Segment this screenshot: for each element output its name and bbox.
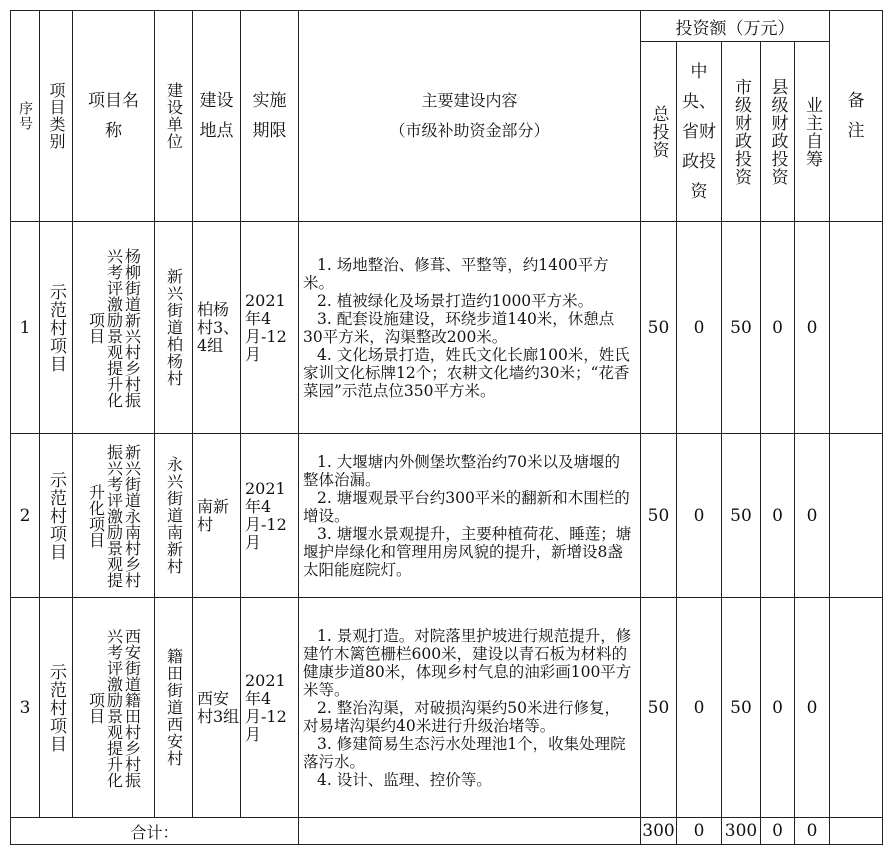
row-owner: 0	[795, 434, 830, 598]
investment-table	[10, 10, 883, 845]
row-index: 2	[11, 434, 40, 598]
header-name: 项目名称	[73, 11, 155, 222]
header-period: 实施期限	[241, 11, 299, 222]
row-period: 2021年4月-12月	[241, 434, 299, 598]
totals-total: 300	[641, 818, 677, 845]
table-row	[11, 598, 883, 818]
totals-row	[11, 818, 883, 845]
row-owner: 0	[795, 598, 830, 818]
content-line: 4. 文化场景打造，姓氏文化长廊100米，姓氏家训文化标牌12个；农耕文化墙约30米；“花香菜园”示范点位350平方米。	[303, 345, 630, 400]
content-line: 3. 配套设施建设，环绕步道140米，休憩点30平方米，沟渠整改200米。	[303, 309, 615, 346]
row-index: 3	[11, 598, 40, 818]
row-type: 示范村项目	[40, 598, 73, 818]
row-type: 示范村项目	[40, 222, 73, 434]
header-unit: 建设单位	[155, 11, 193, 222]
row-total: 50	[641, 434, 677, 598]
totals-remark	[830, 818, 883, 845]
row-content	[299, 222, 641, 434]
row-remark	[830, 598, 883, 818]
row-name: 西安街道籍田村乡村振兴考评激励景观提升化项目	[73, 598, 155, 818]
totals-content-blank	[299, 818, 641, 845]
table-row	[11, 222, 883, 434]
content-line: 3. 修建简易生态污水处理池1个，收集处理院落污水。	[303, 734, 626, 771]
row-total: 50	[641, 598, 677, 818]
row-total: 50	[641, 222, 677, 434]
header-index: 序号	[11, 11, 40, 222]
row-central: 0	[677, 222, 722, 434]
header-type: 项目类别	[40, 11, 73, 222]
row-county: 0	[761, 598, 795, 818]
content-line: 2. 整治沟渠，对破损沟渠约50米进行修复，对易堵沟渠约40米进行升级治堵等。	[303, 698, 620, 735]
header-central: 中央、省财政投资	[677, 42, 722, 222]
totals-city: 300	[722, 818, 761, 845]
row-location: 南新村	[193, 434, 241, 598]
header-investment: 投资额（万元）	[641, 11, 830, 42]
row-unit: 新兴街道柏杨村	[155, 222, 193, 434]
row-unit: 永兴街道南新村	[155, 434, 193, 598]
content-line: 1. 景观打造。对院落里护坡进行规范提升，修建竹木篱笆栅栏600米，建设以青石板为材料的健康步道80米，体现乡村气息的油彩画100平方米等。	[303, 626, 632, 699]
header-owner: 业主自筹	[795, 42, 830, 222]
row-unit: 籍田街道西安村	[155, 598, 193, 818]
row-index: 1	[11, 222, 40, 434]
row-period: 2021年4月-12月	[241, 598, 299, 818]
row-county: 0	[761, 222, 795, 434]
totals-owner: 0	[795, 818, 830, 845]
header-location: 建设地点	[193, 11, 241, 222]
row-content	[299, 598, 641, 818]
header-content-subtitle: （市级补助资金部分）	[389, 121, 550, 140]
row-name: 杨柳街道新兴村乡村振兴考评激励景观提升化项目	[73, 222, 155, 434]
row-location: 西安村3组	[193, 598, 241, 818]
header-remark: 备注	[830, 11, 883, 222]
header-city: 市级财政投资	[722, 42, 761, 222]
row-central: 0	[677, 598, 722, 818]
row-name: 新兴街道永南村乡村振兴考评激励景观提升化项目	[73, 434, 155, 598]
row-city: 50	[722, 598, 761, 818]
content-line: 1. 场地整治、修葺、平整等，约1400平方米。	[303, 255, 609, 292]
content-line: 2. 植被绿化及场景打造约1000平方米。	[317, 291, 594, 310]
header-content-title: 主要建设内容	[421, 91, 518, 110]
content-line: 3. 塘堰水景观提升，主要种植荷花、睡莲；塘堰护岸绿化和管理用房风貌的提升，新增设8盏太阳能庭院灯。	[303, 524, 632, 579]
header-total: 总投资	[641, 42, 677, 222]
header-row-1	[11, 11, 883, 42]
row-remark	[830, 434, 883, 598]
row-county: 0	[761, 434, 795, 598]
table-row	[11, 434, 883, 598]
row-remark	[830, 222, 883, 434]
totals-central: 0	[677, 818, 722, 845]
header-content	[299, 11, 641, 222]
row-type: 示范村项目	[40, 434, 73, 598]
row-city: 50	[722, 434, 761, 598]
content-line: 2. 塘堰观景平台约300平米的翻新和木围栏的增设。	[303, 488, 630, 525]
row-owner: 0	[795, 222, 830, 434]
totals-label: 合计：	[11, 818, 299, 845]
row-content	[299, 434, 641, 598]
row-city: 50	[722, 222, 761, 434]
row-central: 0	[677, 434, 722, 598]
totals-county: 0	[761, 818, 795, 845]
content-line: 4. 设计、监理、控价等。	[317, 770, 492, 789]
header-county: 县级财政投资	[761, 42, 795, 222]
content-line: 1. 大堰塘内外侧堡坎整治约70米以及塘堰的整体治漏。	[303, 452, 620, 489]
row-location: 柏杨村3、4组	[193, 222, 241, 434]
row-period: 2021年4月-12月	[241, 222, 299, 434]
